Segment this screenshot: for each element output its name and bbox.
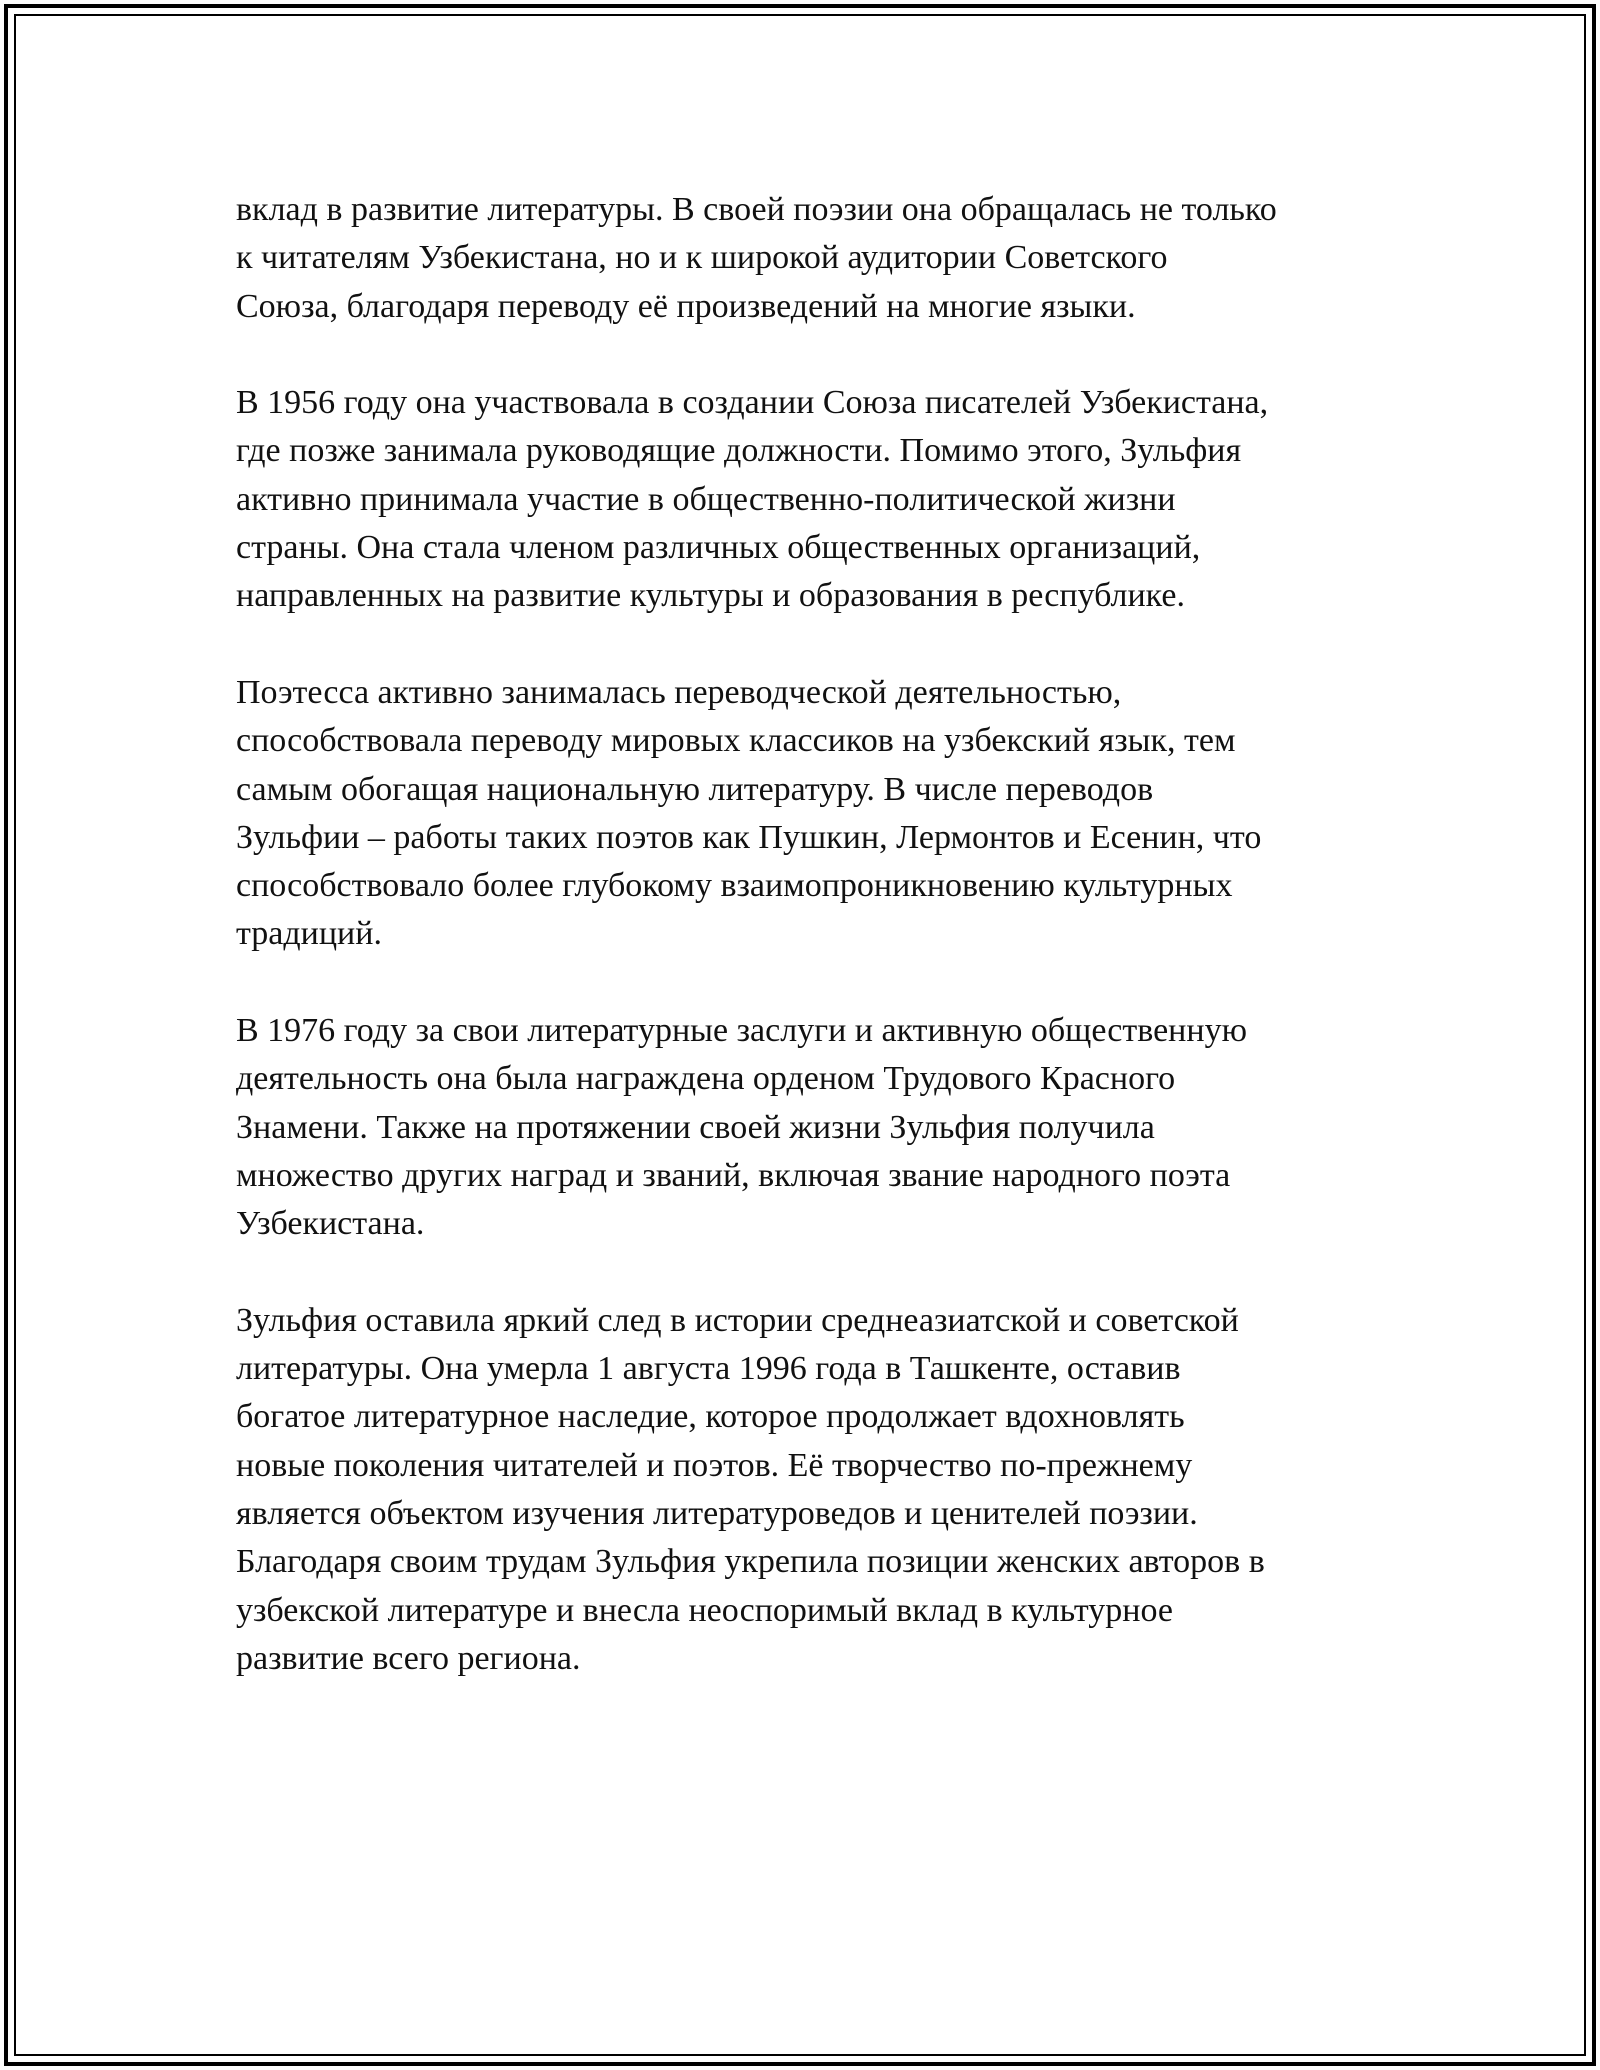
- paragraph-1: вклад в развитие литературы. В своей поэзии она обращалась не только к читателям Узбекистана, но и к широкой аудитории Советского Союза, благодаря переводу её произведений на многие языки.: [236, 191, 1277, 325]
- paragraph-4: В 1976 году за свои литературные заслуги и активную общественную деятельность она была награждена орденом Трудового Красного Знамени. Также на протяжении своей жизни Зульфия получила множество других наград и званий, включая звание народного поэта Узбекистана.: [236, 1012, 1247, 1243]
- document-body: [236, 186, 1406, 1683]
- paragraph-2: В 1956 году она участвовала в создании Союза писателей Узбекистана, где позже занимала руководящие должности. Помимо этого, Зульфия активно принимала участие в общественно-политической жизни страны. Она стала членом различных общественных организаций, направленных на развитие культуры и образования в республике.: [236, 384, 1269, 615]
- paragraph-5: Зульфия оставила яркий след в истории среднеазиатской и советской литературы. Она умерла 1 августа 1996 года в Ташкенте, оставив богатое литературное наследие, которое продолжает вдохновлять новые поколения читателей и поэтов. Её творчество по-прежнему является объектом изучения литературоведов и ценителей поэзии. Благодаря своим трудам Зульфия укрепила позиции женских авторов в узбекской литературе и внесла неоспоримый вклад в культурное развитие всего региона.: [236, 1301, 1265, 1677]
- paragraph-3: Поэтесса активно занималась переводческой деятельностью, способствовала переводу мировых классиков на узбекский язык, тем самым обогащая национальную литературу. В числе переводов Зульфии – работы таких поэтов как Пушкин, Лермонтов и Есенин, что способствовало более глубокому взаимопроникновению культурных традиций.: [236, 673, 1262, 953]
